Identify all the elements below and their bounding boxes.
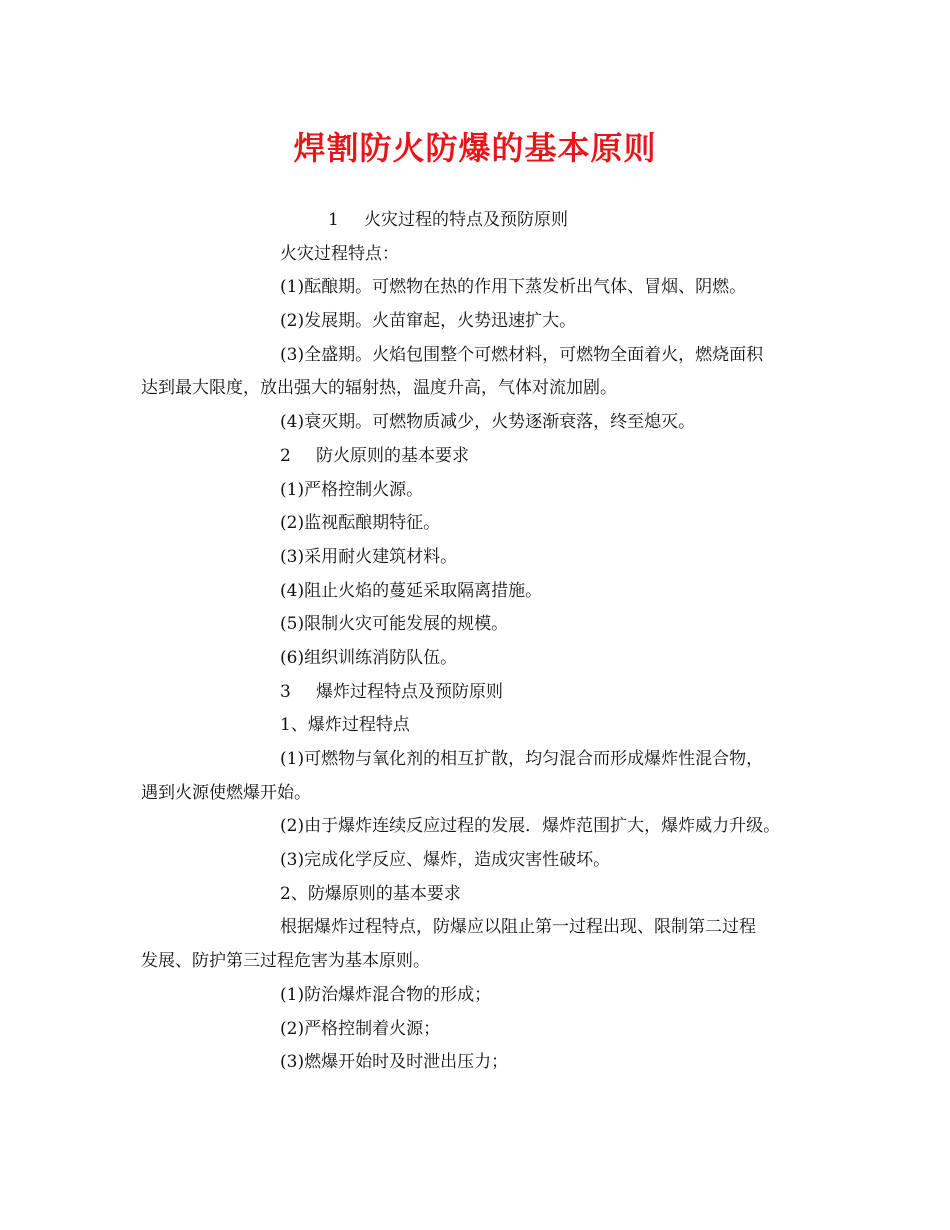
paragraph-line: 1、爆炸过程特点: [280, 715, 410, 736]
paragraph-line: 根据爆炸过程特点，防爆应以阻止第一过程出现、限制第二过程: [280, 917, 756, 938]
paragraph-line: 2、防爆原则的基本要求: [280, 883, 461, 904]
paragraph-line: (2)监视酝酿期特征。: [280, 513, 441, 534]
section-number: 3: [280, 681, 291, 702]
paragraph-line: (2)由于爆炸连续反应过程的发展．爆炸范围扩大，爆炸威力升级。: [280, 816, 781, 837]
paragraph-line: 达到最大限度，放出强大的辐射热，温度升高，气体对流加剧。: [141, 378, 617, 399]
paragraph-line: 遇到火源使燃爆开始。: [141, 782, 311, 803]
section-number: 2: [280, 445, 291, 466]
section-heading-text: 防火原则的基本要求: [316, 445, 469, 466]
paragraph-line: (3)燃爆开始时及时泄出压力；: [280, 1052, 509, 1073]
section-heading-2: [141, 440, 831, 474]
paragraph-line: (6)组织训练消防队伍。: [280, 647, 458, 668]
paragraph-line: (1)可燃物与氧化剂的相互扩散，均匀混合而形成爆炸性混合物，: [280, 749, 764, 769]
paragraph-line: (2)严格控制着火源；: [280, 1018, 441, 1039]
paragraph-line: (3)完成化学反应、爆炸，造成灾害性破坏。: [280, 850, 611, 871]
paragraph-line: 发展、防护第三过程危害为基本原则。: [141, 951, 430, 972]
paragraph-line: (3)全盛期。火焰包围整个可燃材料，可燃物全面着火，燃烧面积: [280, 344, 764, 365]
section-heading-text: 火灾过程的特点及预防原则: [364, 210, 568, 230]
document-body: [141, 204, 831, 1080]
section-number: 1: [328, 210, 339, 230]
paragraph-line: (2)发展期。火苗窜起，火势迅速扩大。: [280, 311, 577, 332]
paragraph-line: (3)采用耐火建筑材料。: [280, 546, 458, 567]
page-title: 焊割防火防爆的基本原则: [293, 129, 657, 167]
section-heading-1: [141, 204, 831, 238]
paragraph-line: (1)严格控制火源。: [280, 479, 424, 500]
section-heading-text: 爆炸过程特点及预防原则: [316, 681, 503, 702]
paragraph-line: 火灾过程特点：: [280, 243, 399, 264]
paragraph-line: (5)限制火灾可能发展的规模。: [280, 614, 509, 635]
paragraph-line: (4)阻止火焰的蔓延采取隔离措施。: [280, 580, 543, 601]
paragraph-line: (1)酝酿期。可燃物在热的作用下蒸发析出气体、冒烟、阴燃。: [280, 277, 747, 298]
section-heading-3: [141, 676, 831, 710]
paragraph-line: (1)防治爆炸混合物的形成；: [280, 984, 492, 1005]
paragraph-line: (4)衰灭期。可燃物质减少，火势逐渐衰落，终至熄灭。: [280, 412, 696, 433]
